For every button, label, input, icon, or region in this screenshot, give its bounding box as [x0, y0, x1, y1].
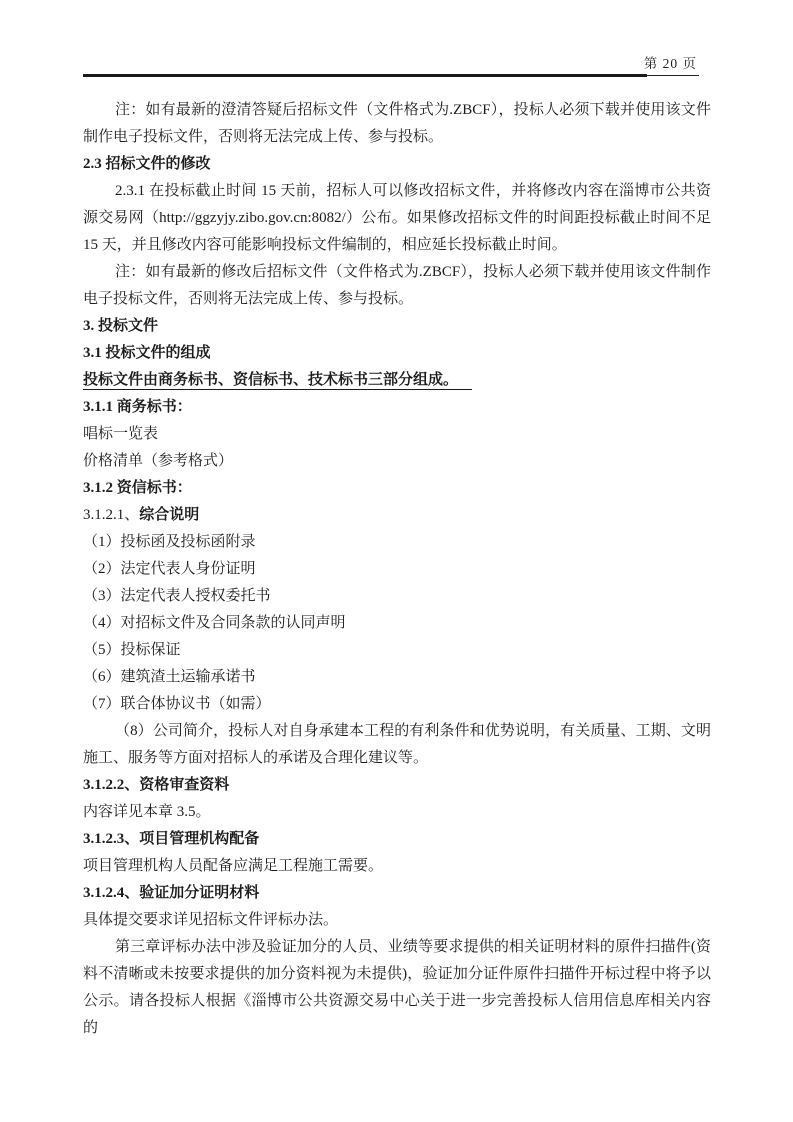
section-heading: 3. 投标文件 [83, 318, 159, 334]
paragraph: 注：如有最新的澄清答疑后招标文件（文件格式为.ZBCF），投标人必须下载并使用该文件制作电子投标文件，否则将无法完成上传、参与投标。 [83, 102, 711, 145]
heading-number: 3.1.2.1、 [83, 507, 140, 523]
section-heading: 2.3 招标文件的修改 [83, 156, 211, 172]
page-number: 第 20 页 [642, 52, 699, 76]
paragraph: （7）联合体协议书（如需） [83, 696, 271, 712]
section-heading [83, 502, 711, 529]
paragraph: 项目管理机构人员配备应满足工程施工需要。 [83, 858, 384, 874]
paragraph: 唱标一览表 [83, 426, 159, 442]
paragraph: （4）对招标文件及合同条款的认同声明 [83, 615, 346, 631]
paragraph-list [0, 78, 793, 1042]
header-divider [83, 74, 647, 77]
paragraph: （5）投标保证 [83, 642, 181, 658]
section-heading: 3.1.2 资信标书： [83, 480, 192, 496]
section-heading: 3.1.1 商务标书： [83, 399, 192, 415]
paragraph: （1）投标函及投标函附录 [83, 534, 256, 550]
section-heading: 3.1 投标文件的组成 [83, 345, 211, 361]
paragraph: （3）法定代表人授权委托书 [83, 588, 271, 604]
page-header [0, 0, 793, 78]
paragraph: 2.3.1 在投标截止时间 15 天前，招标人可以修改招标文件，并将修改内容在淄博市公共资源交易网（http://ggzyjy.zibo.gov.cn:8082/）公布。如果修改招标文件的时间距投标截止时间不足 15 天，并且修改内容可能影响投标文件编制的，相应延长投标截止时间。 [83, 183, 711, 253]
paragraph: （2）法定代表人身份证明 [83, 561, 256, 577]
paragraph: 具体提交要求详见招标文件评标办法。 [83, 912, 339, 928]
section-heading: 3.1.2.4、验证加分证明材料 [83, 885, 260, 901]
paragraph [83, 367, 711, 394]
heading-title: 综合说明 [139, 507, 200, 523]
paragraph: 注：如有最新的修改后招标文件（文件格式为.ZBCF），投标人必须下载并使用该文件制作电子投标文件，否则将无法完成上传、参与投标。 [83, 264, 711, 307]
section-heading: 3.1.2.2、资格审查资料 [83, 777, 230, 793]
paragraph: 第三章评标办法中涉及验证加分的人员、业绩等要求提供的相关证明材料的原件扫描件(资料不清晰或未按要求提供的加分资料视为未提供)，验证加分证件原件扫描件开标过程中将予以公示。请各投标人根据《淄博市公共资源交易中心关于进一步完善投标人信用信息库相关内容的 [83, 939, 711, 1036]
paragraph: （8）公司简介，投标人对自身承建本工程的有利条件和优势说明，有关质量、工期、文明施工、服务等方面对招标人的承诺及合理化建议等。 [83, 723, 711, 766]
section-heading: 3.1.2.3、项目管理机构配备 [83, 831, 260, 847]
paragraph: 价格清单（参考格式） [83, 453, 234, 469]
emphasized-underlined-text: 投标文件由商务标书、资信标书、技术标书三部分组成。 [83, 372, 472, 390]
paragraph: 内容详见本章 3.5。 [83, 804, 211, 820]
paragraph: （6）建筑渣土运输承诺书 [83, 669, 256, 685]
